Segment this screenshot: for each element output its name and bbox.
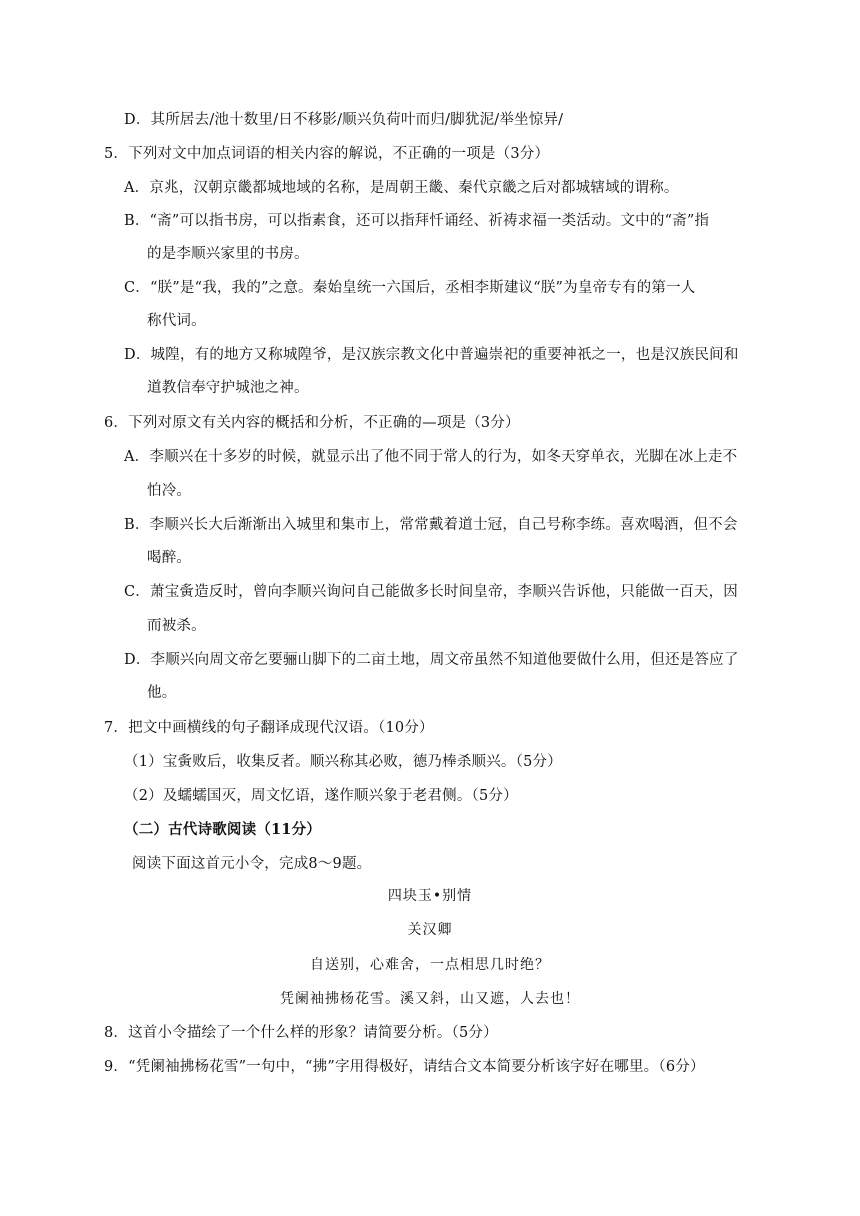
q6-stem: 6．下列对原文有关内容的概括和分析，不正确的—项是（3分） (104, 415, 520, 431)
q6-option-d-cont: 他。 (147, 685, 177, 701)
section-heading: （二）古代诗歌阅读（11分） (124, 821, 321, 838)
poem-line-2: 凭阑袖拂杨花雪。溪又斜，山又遮，人去也！ (280, 991, 580, 1007)
q5-option-d-cont: 道教信奉守护城池之神。 (147, 380, 309, 396)
q5-option-b-cont: 的是李顺兴家里的书房。 (147, 246, 309, 262)
poem-author: 关汉卿 (407, 922, 453, 938)
q7-part-1: （1）宝夤败后，收集反者。顺兴称其必败，德乃棒杀顺兴。（5分） (124, 754, 562, 770)
q5-option-d: D．城隍，有的地方又称城隍爷，是汉族宗教文化中普遍崇祀的重要神祇之一，也是汉族民间和 (124, 347, 739, 363)
q5-option-c-cont: 称代词。 (147, 313, 206, 329)
q6-option-a-cont: 怕冷。 (147, 483, 192, 499)
poem-title: 四块玉•别情 (387, 888, 473, 904)
q6-option-c: C．萧宝夤造反时，曾向李顺兴询问自己能做多长时间皇帝，李顺兴告诉他，只能做一百天，因 (124, 584, 738, 600)
q6-option-c-cont: 而被杀。 (147, 618, 206, 634)
q6-option-b: B．李顺兴长大后渐渐出入城里和集市上，常常戴着道士冠，自己号称李练。喜欢喝酒，但不会 (124, 517, 738, 533)
q6-option-d: D．李顺兴向周文帝乞要骊山脚下的二亩土地，周文帝虽然不知道他要做什么用，但还是答应了 (124, 652, 739, 668)
poem-line-1: 自送别，心难舍，一点相思几时绝？ (310, 957, 550, 973)
q8-stem: 8．这首小令描绘了一个什么样的形象？请简要分析。（5分） (104, 1025, 498, 1041)
q7-stem: 7．把文中画横线的句子翻译成现代汉语。（10分） (104, 720, 434, 736)
q7-part-2: （2）及蠕蠕国灭，周文忆语，遂作顺兴象于老君侧。（5分） (124, 788, 518, 804)
q6-option-b-cont: 喝醉。 (147, 550, 192, 566)
q5-option-b: B．“斋”可以指书房，可以指素食，还可以指拜忏诵经、祈祷求福一类活动。文中的“斋”指 (124, 213, 710, 229)
q6-option-a: A．李顺兴在十多岁的时候，就显示出了他不同于常人的行为，如冬天穿单衣，光脚在冰上走不 (124, 449, 738, 465)
section-intro: 阅读下面这首元小令，完成8～9题。 (132, 856, 372, 872)
q5-stem: 5．下列对文中加点词语的相关内容的解说，不正确的一项是（3分） (104, 146, 550, 162)
q5-option-c: C．“朕”是“我，我的”之意。秦始皇统一六国后，丞相李斯建议“朕”为皇帝专有的第一人 (124, 280, 696, 296)
q5-option-a: A．京兆，汉朝京畿都城地域的名称，是周朝王畿、秦代京畿之后对都城辖域的谓称。 (124, 180, 679, 196)
q9-stem: 9．“凭阑袖拂杨花雪”一句中，“拂”字用得极好，请结合文本简要分析该字好在哪里。（6分） (104, 1059, 705, 1075)
q4-option-d: D．其所居去/池十数里/日不移影/顺兴负荷叶而归/脚犹泥/举坐惊异/ (124, 112, 564, 128)
